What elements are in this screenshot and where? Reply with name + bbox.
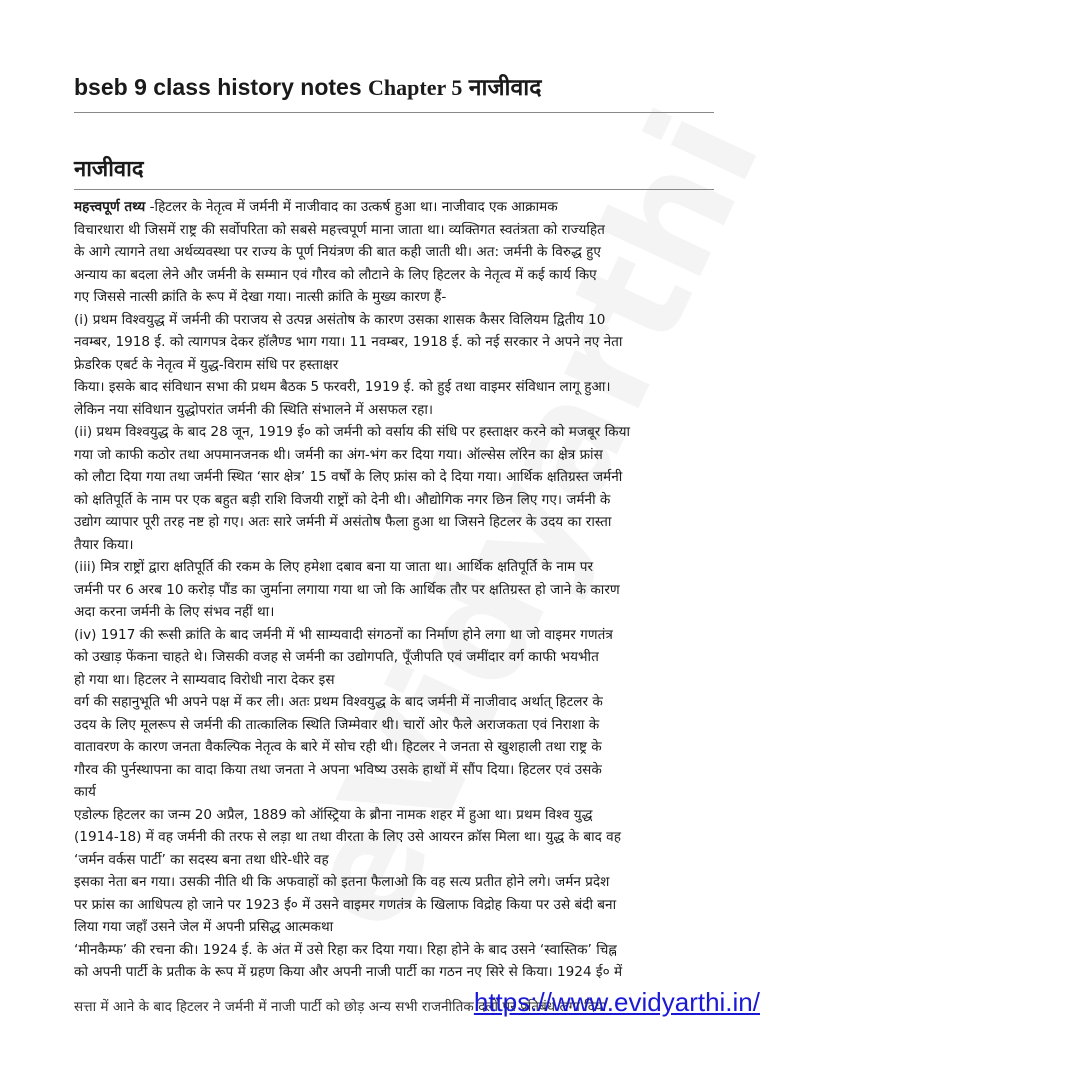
paragraph-line: गया जो काफी कठोर तथा अपमानजनक थी। जर्मनी का अंग-भंग कर दिया गया। ऑल्सेस लॉरेन का क्षेत्र फ्रांस — [74, 446, 603, 463]
title-hindi: नाजीवाद — [468, 75, 542, 101]
paragraph-line: कार्य — [74, 784, 96, 800]
lead-phrase: महत्त्वपूर्ण तथ्य — [74, 199, 146, 215]
paragraph-line: लिया गया जहाँ उसने जेल में अपनी प्रसिद्ध आत्मकथा — [74, 919, 334, 935]
paragraph-line: हो गया था। हिटलर ने साम्यवाद विरोधी नारा देकर इस — [74, 671, 335, 688]
paragraph-line: एडोल्फ हिटलर का जन्म 20 अप्रैल, 1889 को ऑस्ट्रिया के ब्रौना नामक शहर में हुआ था। प्रथम विश्व युद्ध — [74, 806, 593, 823]
title-chapter: Chapter 5 — [368, 75, 463, 100]
paragraph-line: नवम्बर, 1918 ई. को त्यागपत्र देकर हॉलैण्ड भाग गया। 11 नवम्बर, 1918 ई. को नई सरकार ने अपने नए नेता — [74, 334, 623, 350]
paragraph-line: ‘मीनकैम्फ’ की रचना की। 1924 ई. के अंत में उसे रिहा कर दिया गया। रिहा होने के बाद उसने ‘स्वास्तिक’ चिह्न — [74, 941, 617, 958]
paragraph-line: गौरव की पुर्नस्थापना का वादा किया तथा जनता ने अपना भविष्य उसके हाथों में सौंप दिया। हिटलर एवं उसके — [74, 761, 602, 778]
paragraph-line: फ्रेडरिक एबर्ट के नेतृत्व में युद्ध-विराम संधि पर हस्ताक्षर — [74, 356, 339, 373]
paragraph-line: अन्याय का बदला लेने और जर्मनी के सम्मान एवं गौरव को लौटाने के लिए हिटलर के नेतृत्व में कई कार्य किए — [74, 266, 597, 283]
document-title — [74, 70, 714, 113]
paragraph-line: पर फ्रांस का आधिपत्य हो जाने पर 1923 ई० में उसने वाइमर गणतंत्र के खिलाफ विद्रोह किया पर उसे बंदी बना — [74, 896, 617, 913]
paragraph-line: विचारधारा थी जिसमें राष्ट्र की सर्वोपरिता को सबसे महत्त्वपूर्ण माना जाता था। व्यक्तिगत स्वतंत्रता को राज्यहित — [74, 221, 605, 238]
paragraph-line-first — [74, 196, 714, 219]
paragraph-line: गए जिससे नात्सी क्रांति के रूप में देखा गया। नात्सी क्रांति के मुख्य कारण हैं- — [74, 289, 447, 305]
paragraph-line: (1914-18) में वह जर्मनी की तरफ से लड़ा था तथा वीरता के लिए उसे आयरन क्रॉस मिला था। युद्ध के बाद वह — [74, 829, 621, 845]
paragraph-line: वातावरण के कारण जनता वैकल्पिक नेतृत्व के बारे में सोच रही थी। हिटलर ने जनता से खुशहाली तथा राष्ट्र के — [74, 739, 602, 755]
paragraph-line: तैयार किया। — [74, 536, 134, 553]
paragraph-line: को अपनी पार्टी के प्रतीक के रूप में ग्रहण किया और अपनी नाजी पार्टी का गठन नए सिरे से किया। 1924 ई० में — [74, 964, 623, 980]
body-text — [74, 196, 714, 1015]
first-line-text: -हिटलर के नेतृत्व में जर्मनी में नाजीवाद का उत्कर्ष हुआ था। नाजीवाद एक आक्रामक — [145, 199, 558, 215]
paragraph-line: के आगे त्यागने तथा अर्थव्यवस्था पर राज्य के पूर्ण नियंत्रण की बात कही जाती थी। अत: जर्मनी के विरुद्ध हुए — [74, 244, 601, 260]
paragraph-line: इसका नेता बन गया। उसकी नीति थी कि अफवाहों को इतना फैलाओ कि वह सत्य प्रतीत होने लगे। जर्मन प्रदेश — [74, 874, 610, 890]
paragraph-line: लेकिन नया संविधान युद्धोपरांत जर्मनी की स्थिति संभालने में असफल रहा। — [74, 401, 434, 418]
paragraph-line: जर्मनी पर 6 अरब 10 करोड़ पौंड का जुर्माना लगाया गया था जो कि आर्थिक तौर पर क्षतिग्रस्त हो जाने के कारण — [74, 581, 620, 598]
paragraph-line: (iii) मित्र राष्ट्रों द्वारा क्षतिपूर्ति की रकम के लिए हमेशा दबाव बना या जाता था। आर्थिक क्षतिपूर्ति के नाम पर — [74, 559, 594, 575]
paragraph-line: उदय के लिए मूलरूप से जर्मनी की तात्कालिक स्थिति जिम्मेवार थी। चारों ओर फैले अराजकता एवं निराशा के — [74, 716, 600, 733]
cutoff-line: सत्ता में आने के बाद हिटलर ने जर्मनी में नाजी पार्टी को छोड़ अन्य सभी राजनीतिक दलों पर प्रतिबंध लगा दिया — [74, 998, 607, 1015]
paragraph-line: अदा करना जर्मनी के लिए संभव नहीं था। — [74, 604, 275, 620]
document-page — [74, 70, 714, 1015]
paragraph-line: वर्ग की सहानुभूति भी अपने पक्ष में कर ली। अतः प्रथम विश्वयुद्ध के बाद जर्मनी में नाजीवाद अर्थात् हिटलर के — [74, 694, 603, 710]
paragraph-line: को क्षतिपूर्ति के नाम पर एक बहुत बड़ी राशि विजयी राष्ट्रों को देनी थी। औद्योगिक नगर छिन लिए गए। जर्मनी के — [74, 491, 611, 508]
paragraph-line: ‘जर्मन वर्कस पार्टी’ का सदस्य बना तथा धीरे-धीरे वह — [74, 851, 329, 868]
paragraph-line: (iv) 1917 की रूसी क्रांति के बाद जर्मनी में भी साम्यवादी संगठनों का निर्माण होने लगा था जो वाइमर गणतंत्र — [74, 626, 613, 643]
title-english: bseb 9 class history notes — [74, 74, 362, 100]
section-heading: नाजीवाद — [74, 153, 714, 190]
paragraph-line: उद्योग व्यापार पूरी तरह नष्ट हो गए। अतः सारे जर्मनी में असंतोष फैला हुआ था जिसने हिटलर के उदय का रास्ता — [74, 514, 612, 530]
paragraph-line: (ii) प्रथम विश्वयुद्ध के बाद 28 जून, 1919 ई० को जर्मनी को वर्साय की संधि पर हस्ताक्षर करने को मजबूर किया — [74, 424, 630, 440]
website-link[interactable]: https://www.evidyarthi.in/ — [473, 987, 760, 1017]
paragraph-line: को लौटा दिया गया तथा जर्मनी स्थित ‘सार क्षेत्र’ 15 वर्षों के लिए फ्रांस को दे दिया गया। आर्थिक क्षतिग्रस्त जर्मनी — [74, 469, 623, 485]
paragraph-line: (i) प्रथम विश्वयुद्ध में जर्मनी की पराजय से उत्पन्न असंतोष के कारण उसका शासक कैसर विलियम द्वितीय 10 — [74, 311, 606, 328]
paragraph-line: को उखाड़ फेंकना चाहते थे। जिसकी वजह से जर्मनी का उद्योगपति, पूँजीपति एवं जमींदार वर्ग काफी भयभीत — [74, 649, 599, 665]
paragraph-line: किया। इसके बाद संविधान सभा की प्रथम बैठक 5 फरवरी, 1919 ई. को हुई तथा वाइमर संविधान लागू हुआ। — [74, 379, 611, 395]
